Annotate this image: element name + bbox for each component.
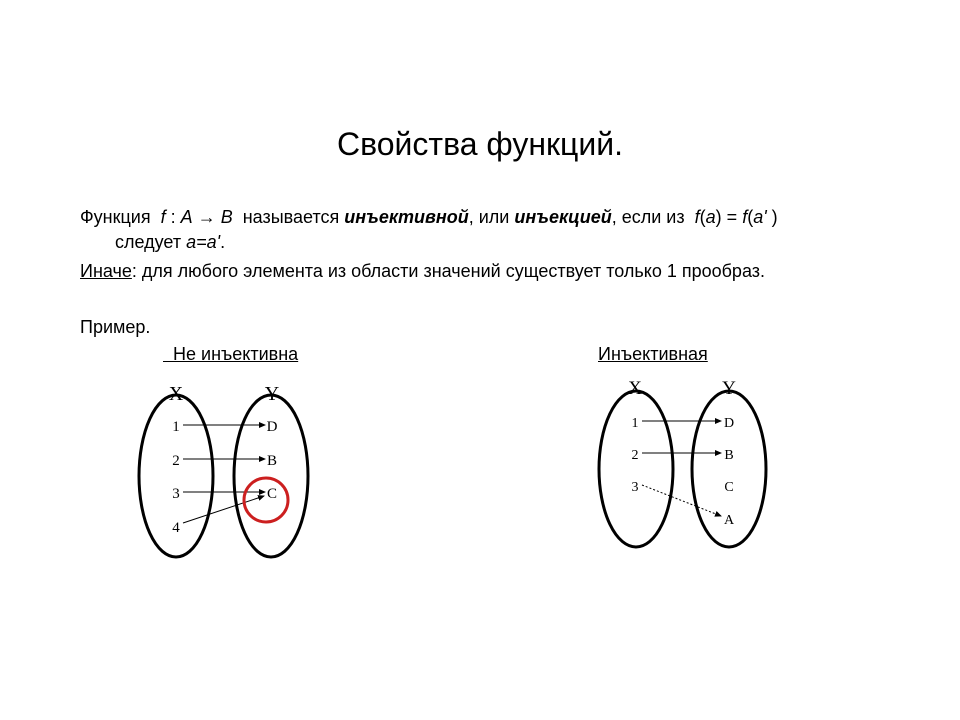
definition-symbol-a: A [180, 207, 193, 227]
definition-period: . [220, 232, 226, 252]
formula-a-prime: a' [753, 207, 767, 227]
example-label: Пример. [80, 317, 151, 337]
slide-title: Свойства функций. [336, 126, 623, 162]
term-injection: инъекцией [514, 207, 612, 227]
set-y-label: Y [264, 383, 280, 405]
otherwise-label: Иначе [80, 261, 132, 281]
x-element-2: 2 [631, 448, 639, 463]
non-injective-diagram [139, 383, 308, 557]
definition-word-if: , если из [611, 207, 685, 227]
caption-not-injective: Не инъективна [163, 344, 299, 364]
set-x-label: X [628, 378, 642, 399]
mapping-arrow-3-a [642, 485, 721, 516]
y-element-d: D [266, 419, 278, 435]
definition-word-function: Функция [80, 207, 151, 227]
y-element-b: B [724, 448, 734, 463]
y-element-c: C [266, 486, 278, 502]
y-element-a: A [723, 513, 735, 528]
x-element-1: 1 [631, 416, 639, 431]
formula-paren: ( [747, 207, 754, 227]
y-element-b: B [266, 453, 278, 469]
formula-f-right: f [742, 207, 748, 227]
formula-equals: ) = [715, 207, 743, 227]
otherwise-text: : для любого элемента из области значений существует только 1 прообраз. [131, 261, 766, 281]
formula-a: a [705, 207, 716, 227]
injective-diagram [599, 378, 766, 547]
definition-symbol-b: B [220, 207, 233, 227]
set-x-ellipse [599, 391, 673, 547]
y-element-c: C [724, 480, 734, 495]
mapping-arrow-4-c [183, 496, 264, 523]
caption-injective: Инъективная [598, 344, 708, 364]
definition-conclusion: a=a' [186, 232, 221, 252]
formula-f-left: f [694, 207, 700, 227]
definition-word-called: называется [242, 207, 340, 227]
definition-arrow: → [192, 207, 221, 227]
set-x-label: X [168, 383, 184, 405]
x-element-3: 3 [172, 486, 180, 502]
formula-paren: ( [699, 207, 706, 227]
x-element-3: 3 [631, 480, 639, 495]
x-element-1: 1 [172, 419, 180, 435]
definition-word-follows: следует [115, 232, 187, 252]
formula-paren: ) [766, 207, 778, 227]
definition-word-or: , или [468, 207, 510, 227]
term-injective: инъективной [344, 207, 469, 227]
definition-colon: : [165, 207, 181, 227]
y-element-d: D [723, 416, 735, 431]
x-element-2: 2 [172, 453, 180, 469]
set-y-label: Y [722, 378, 736, 399]
x-element-4: 4 [172, 520, 180, 536]
definition-symbol-f: f [160, 207, 166, 227]
